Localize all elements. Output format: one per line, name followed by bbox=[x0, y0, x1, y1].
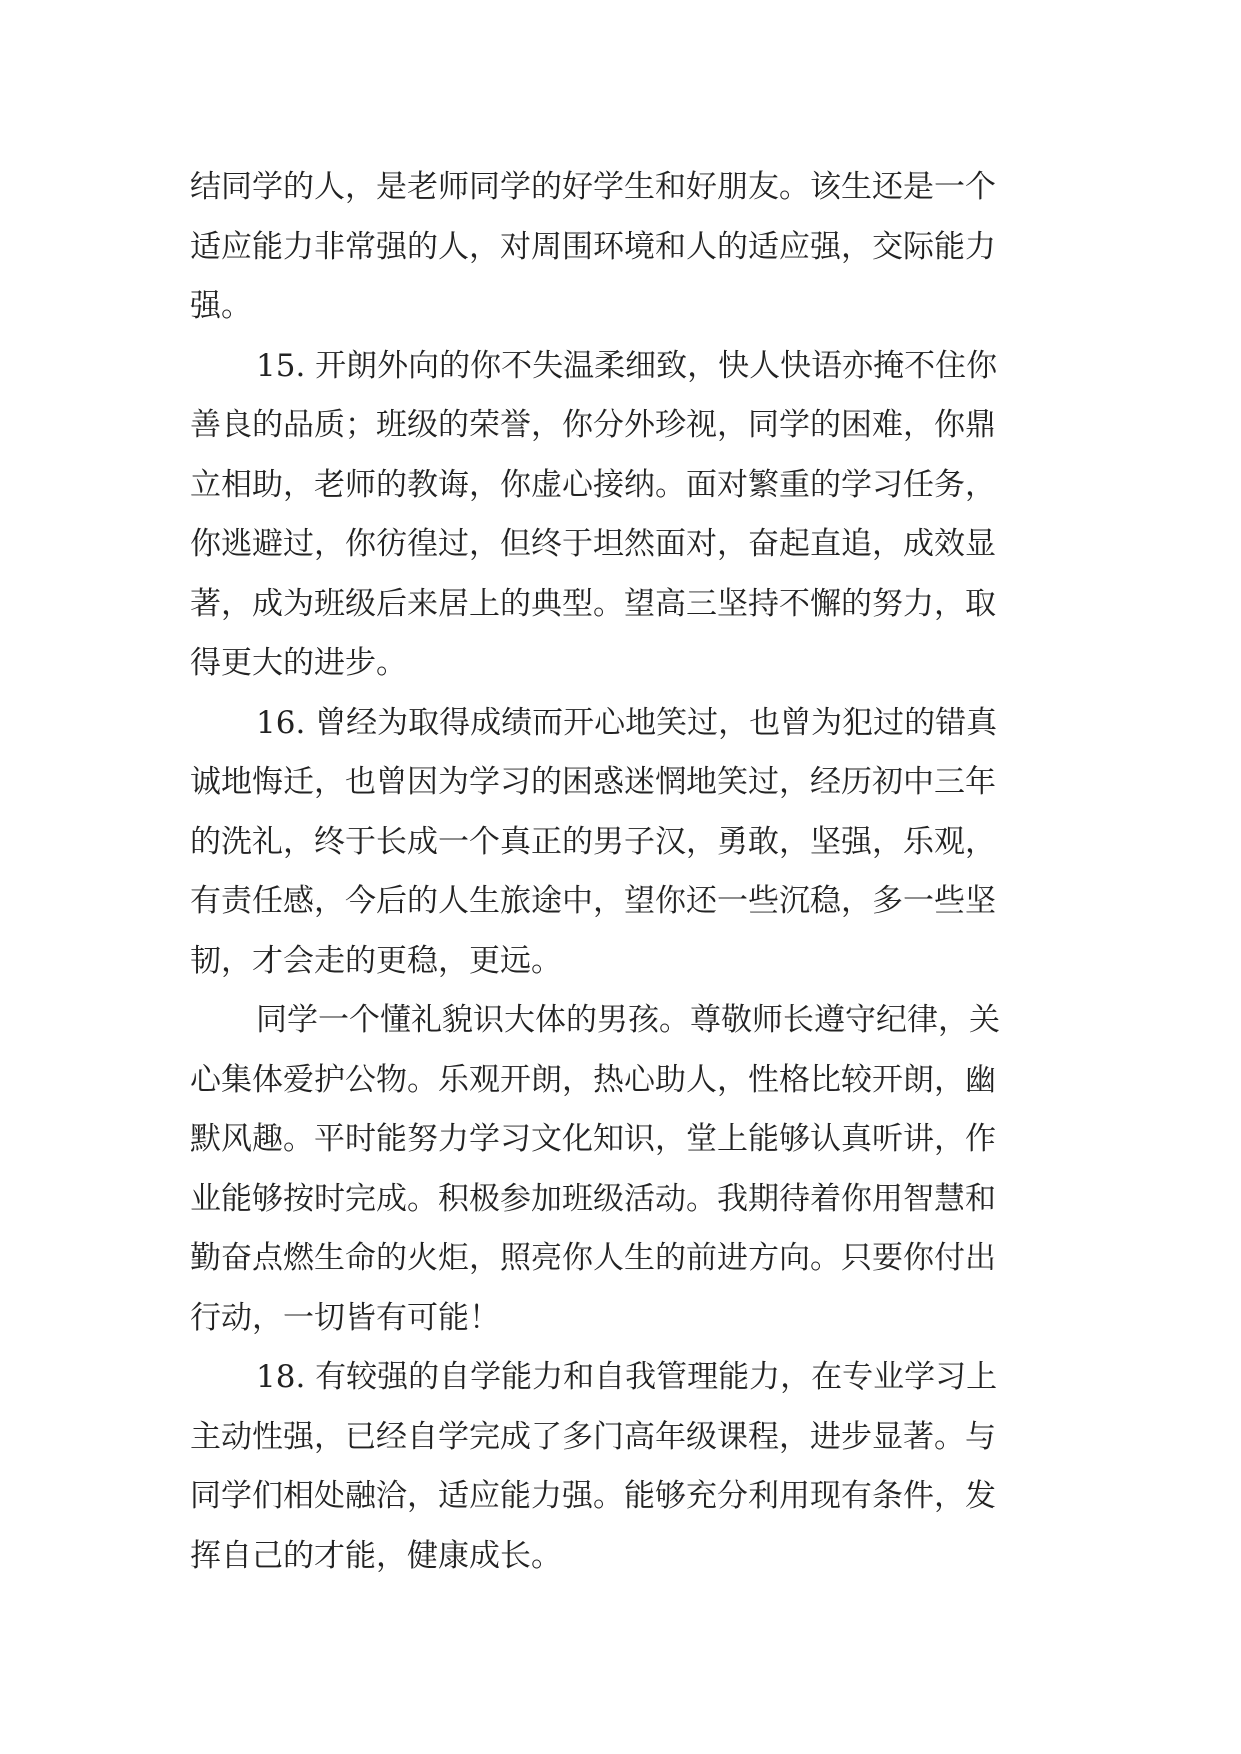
text-line: 业能够按时完成。积极参加班级活动。我期待着你用智慧和 bbox=[190, 1180, 996, 1217]
text-line: 善良的品质；班级的荣誉，你分外珍视，同学的困难，你鼎 bbox=[190, 407, 996, 443]
text-line: 结同学的人，是老师同学的好学生和好朋友。该生还是一个 bbox=[190, 169, 996, 205]
text-line: 著，成为班级后来居上的典型。望高三坚持不懈的努力，取 bbox=[190, 585, 996, 622]
text-line: 诚地悔迁，也曾因为学习的困惑迷惘地笑过，经历初中三年 bbox=[190, 764, 996, 800]
text-line: 18. 有较强的自学能力和自我管理能力，在专业学习上 bbox=[256, 1359, 998, 1395]
text-line: 默风趣。平时能努力学习文化知识，堂上能够认真听讲，作 bbox=[190, 1121, 996, 1157]
text-line: 15. 开朗外向的你不失温柔细致，快人快语亦掩不住你 bbox=[256, 347, 998, 384]
text-line: 韧，才会走的更稳，更远。 bbox=[190, 942, 562, 979]
text-line: 你逃避过，你彷徨过，但终于坦然面对，奋起直追，成效显 bbox=[190, 526, 996, 562]
text-line: 立相助，老师的教诲，你虚心接纳。面对繁重的学习任务， bbox=[190, 466, 996, 503]
paragraph-15 bbox=[190, 337, 1058, 694]
paragraph-18 bbox=[190, 1348, 1058, 1586]
text-line: 同学们相处融洽，适应能力强。能够充分利用现有条件，发 bbox=[190, 1478, 996, 1514]
text-line: 16. 曾经为取得成绩而开心地笑过，也曾为犯过的错真 bbox=[256, 704, 998, 741]
paragraph-16 bbox=[190, 694, 1058, 992]
paragraph-14-continued bbox=[190, 158, 1058, 337]
text-line: 适应能力非常强的人，对周围环境和人的适应强，交际能力 bbox=[190, 228, 996, 265]
text-line: 强。 bbox=[190, 288, 252, 324]
text-line: 挥自己的才能，健康成长。 bbox=[190, 1537, 562, 1574]
text-line: 有责任感，今后的人生旅途中，望你还一些沉稳，多一些坚 bbox=[190, 883, 996, 919]
paragraph-17 bbox=[190, 991, 1058, 1348]
document-body bbox=[190, 158, 1058, 1586]
text-line: 的洗礼，终于长成一个真正的男子汉，勇敢，坚强，乐观， bbox=[190, 823, 996, 860]
text-line: 勤奋点燃生命的火炬，照亮你人生的前进方向。只要你付出 bbox=[190, 1240, 996, 1276]
text-line: 主动性强，已经自学完成了多门高年级课程，进步显著。与 bbox=[190, 1418, 996, 1455]
text-line: 心集体爱护公物。乐观开朗，热心助人，性格比较开朗，幽 bbox=[190, 1061, 996, 1098]
text-line: 得更大的进步。 bbox=[190, 645, 407, 681]
text-line: 同学一个懂礼貌识大体的男孩。尊敬师长遵守纪律，关 bbox=[256, 1002, 1000, 1038]
text-line: 行动，一切皆有可能！ bbox=[190, 1299, 500, 1336]
